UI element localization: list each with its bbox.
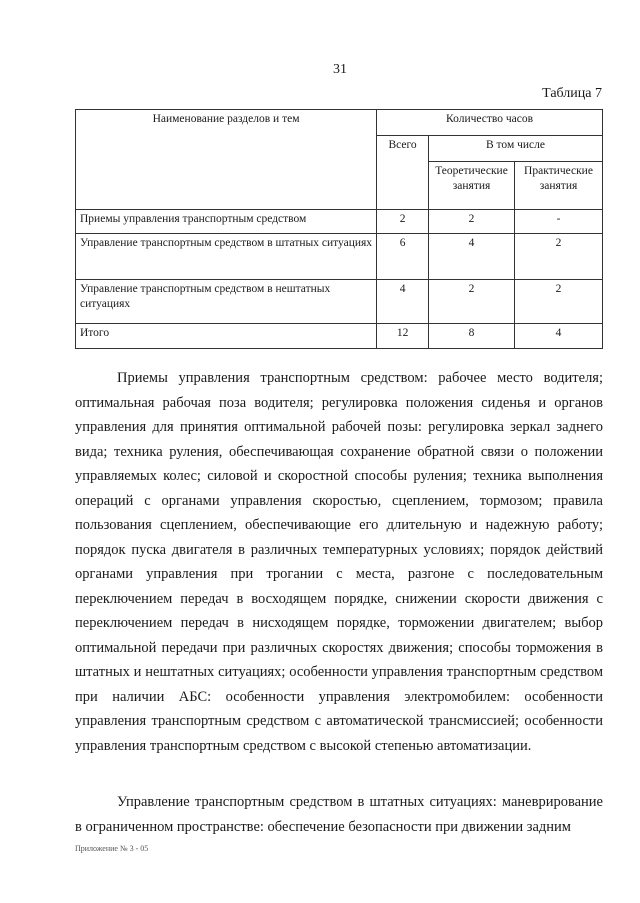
table-caption: Таблица 7 [542,86,602,101]
row-practice: - [515,210,603,234]
header-including: В том числе [429,136,603,162]
table-row [76,210,603,234]
header-name-column: Наименование разделов и тем [76,110,377,210]
row-practice: 2 [515,234,603,280]
header-practice: Практические занятия [515,162,603,210]
table-row [76,280,603,324]
row-total: 4 [377,280,429,324]
body-paragraph: Приемы управления транспортным средством: рабочее место водителя; оптимальная рабочая поза водителя; регулировка положения сиденья и органов управления для принятия оптимальной рабочей позы: регулировка зеркал заднего вида; техника руления, обеспечивающая сохранение обратной связи о положении управляемых колес; силовой и скоростной способы руления; техника выполнения операций с органами управления скоростью, сцеплением, тормозом; правила пользования сцеплением, обеспечивающие его длительную и надежную работу; порядок пуска двигателя в различных температурных условиях; порядок действий органами управления при трогании с места, разгоне с последовательным переключением передач в восходящем порядке, снижении скорости движения с переключением передач в нисходящем порядке, торможении двигателем; выбор оптимальной передачи при различных скоростях движения; способы торможения в штатных и нештатных ситуациях; особенности управления транспортным средством при наличии АБС: особенности управления электромобилем: особенности управления транспортным средством с автоматической трансмиссией; особенности управления транспортным средством с высокой степенью автоматизации. [75,370,603,754]
row-theory: 4 [429,234,515,280]
table-row [76,234,603,280]
header-theory: Теоретические занятия [429,162,515,210]
header-total-column: Всего [377,136,429,210]
row-name: Итого [76,324,377,349]
row-total: 6 [377,234,429,280]
row-name: Приемы управления транспортным средством [76,210,377,234]
footer-note: Приложение № 3 - 05 [75,844,149,853]
header-hours-column: Количество часов [377,110,603,136]
row-theory: 8 [429,324,515,349]
row-total: 2 [377,210,429,234]
row-total: 12 [377,324,429,349]
page-number: 31 [333,62,347,77]
body-paragraph: Управление транспортным средством в штатных ситуациях: маневрирование в ограниченном пространстве: обеспечение безопасности при движении задним [75,794,603,835]
row-name: Управление транспортным средством в нештатных ситуациях [76,280,377,324]
table-row-total [76,324,603,349]
row-theory: 2 [429,210,515,234]
row-practice: 2 [515,280,603,324]
row-practice: 4 [515,324,603,349]
hours-table [75,109,603,349]
row-theory: 2 [429,280,515,324]
row-name: Управление транспортным средством в штатных ситуациях [76,234,377,280]
